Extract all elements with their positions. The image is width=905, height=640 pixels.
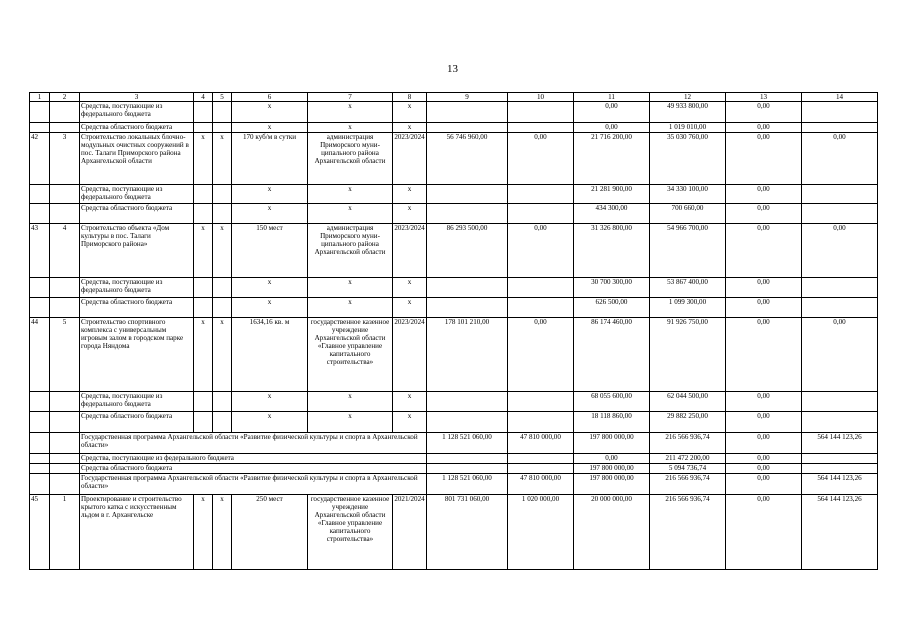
cell: 2023/2024 xyxy=(393,133,427,185)
col-header: 8 xyxy=(393,93,427,102)
col-header: 1 xyxy=(30,93,50,102)
row-name: Государственная программа Архангельской области «Развитие физической культуры и спорта в Архангельской области» xyxy=(80,474,427,495)
row-name: Средства, поступающие из федерального бюджета xyxy=(80,454,427,464)
table-row xyxy=(30,204,878,224)
cell: х xyxy=(308,278,393,298)
row-subnumber: 4 xyxy=(50,224,80,278)
investment-table xyxy=(29,92,878,570)
row-name: Средства областного бюджета xyxy=(80,123,194,133)
cell: 20 000 000,00 xyxy=(574,495,650,570)
row-name: Средства, поступающие из федерального бюджета xyxy=(80,102,194,123)
cell: 62 044 500,00 xyxy=(650,392,726,412)
cell: 21 716 200,00 xyxy=(574,133,650,185)
cell: х xyxy=(213,318,232,392)
col-header: 9 xyxy=(427,93,508,102)
cell: х xyxy=(194,318,213,392)
cell: 0,00 xyxy=(726,185,802,204)
cell: 56 746 960,00 xyxy=(427,133,508,185)
table-row xyxy=(30,474,878,495)
cell: 2021/2024 xyxy=(393,495,427,570)
cell: 1 099 300,00 xyxy=(650,298,726,318)
table-row xyxy=(30,464,878,474)
cell: государственное казенное учреждение Архангельской области «Главное управление капитального строительства» xyxy=(308,495,393,570)
cell: х xyxy=(213,495,232,570)
cell: 21 281 900,00 xyxy=(574,185,650,204)
cell: 86 174 460,00 xyxy=(574,318,650,392)
cell: х xyxy=(393,123,427,133)
cell: 801 731 060,00 xyxy=(427,495,508,570)
cell: 0,00 xyxy=(574,102,650,123)
cell: 0,00 xyxy=(508,318,574,392)
cell: 30 700 300,00 xyxy=(574,278,650,298)
row-number: 43 xyxy=(30,224,50,278)
cell: х xyxy=(232,185,308,204)
cell: 5 094 736,74 xyxy=(650,464,726,474)
row-name: Средства, поступающие из федерального бюджета xyxy=(80,392,194,412)
table-row xyxy=(30,278,878,298)
cell: х xyxy=(308,102,393,123)
cell: х xyxy=(213,133,232,185)
table-row xyxy=(30,433,878,454)
col-header: 4 xyxy=(194,93,213,102)
cell: 700 660,00 xyxy=(650,204,726,224)
col-header: 10 xyxy=(508,93,574,102)
cell: х xyxy=(232,412,308,433)
cell: 0,00 xyxy=(574,123,650,133)
table-row xyxy=(30,318,878,392)
row-name: Государственная программа Архангельской области «Развитие физической культуры и спорта в Архангельской области» xyxy=(80,433,427,454)
col-header: 3 xyxy=(80,93,194,102)
cell: 0,00 xyxy=(726,392,802,412)
cell: х xyxy=(308,298,393,318)
column-number-row xyxy=(30,93,878,102)
col-header: 11 xyxy=(574,93,650,102)
row-name: Средства областного бюджета xyxy=(80,204,194,224)
cell: государственное казенное учреждение Архангельской области «Главное управление капитального строительства» xyxy=(308,318,393,392)
cell: х xyxy=(308,392,393,412)
cell: 0,00 xyxy=(726,204,802,224)
cell: х xyxy=(194,224,213,278)
cell: 0,00 xyxy=(508,133,574,185)
cell: 564 144 123,26 xyxy=(802,495,878,570)
table-row xyxy=(30,454,878,464)
cell: 34 330 100,00 xyxy=(650,185,726,204)
cell: 0,00 xyxy=(802,318,878,392)
col-header: 2 xyxy=(50,93,80,102)
cell: 197 800 000,00 xyxy=(574,464,650,474)
cell: 1 019 010,00 xyxy=(650,123,726,133)
cell: х xyxy=(232,392,308,412)
cell: 29 882 250,00 xyxy=(650,412,726,433)
cell: х xyxy=(308,185,393,204)
cell: 47 810 000,00 xyxy=(508,474,574,495)
cell: 1 128 521 060,00 xyxy=(427,474,508,495)
cell: 91 926 750,00 xyxy=(650,318,726,392)
cell: х xyxy=(308,123,393,133)
cell: 35 030 760,00 xyxy=(650,133,726,185)
cell: х xyxy=(194,133,213,185)
col-header: 5 xyxy=(213,93,232,102)
cell: х xyxy=(393,298,427,318)
cell: 54 966 700,00 xyxy=(650,224,726,278)
cell: х xyxy=(232,102,308,123)
col-header: 7 xyxy=(308,93,393,102)
cell: администрация Приморского муни-ципального района Архангельской области xyxy=(308,133,393,185)
cell: 31 326 800,00 xyxy=(574,224,650,278)
cell: х xyxy=(308,204,393,224)
cell: 216 566 936,74 xyxy=(650,474,726,495)
cell: х xyxy=(393,412,427,433)
row-name: Средства, поступающие из федерального бюджета xyxy=(80,185,194,204)
cell: 0,00 xyxy=(726,454,802,464)
cell: 53 867 400,00 xyxy=(650,278,726,298)
cell: х xyxy=(393,204,427,224)
cell: 0,00 xyxy=(726,224,802,278)
cell: 0,00 xyxy=(726,412,802,433)
cell: 1 128 521 060,00 xyxy=(427,433,508,454)
cell: х xyxy=(232,204,308,224)
table-row xyxy=(30,133,878,185)
cell: х xyxy=(194,495,213,570)
cell: 216 566 936,74 xyxy=(650,433,726,454)
row-name: Средства областного бюджета xyxy=(80,412,194,433)
row-name: Строительство локальных блочно-модульных очистных сооружений в пос. Талаги Приморского района Архангельской области xyxy=(80,133,194,185)
cell: 2023/2024 xyxy=(393,224,427,278)
cell: 0,00 xyxy=(726,495,802,570)
col-header: 6 xyxy=(232,93,308,102)
table-row xyxy=(30,298,878,318)
col-header: 13 xyxy=(726,93,802,102)
row-name: Строительство объекта «Дом культуры в пос. Талаги Приморского района» xyxy=(80,224,194,278)
cell: администрация Приморского муни-ципального района Архангельской области xyxy=(308,224,393,278)
cell: 49 933 800,00 xyxy=(650,102,726,123)
cell: 0,00 xyxy=(802,133,878,185)
cell: 1 020 000,00 xyxy=(508,495,574,570)
cell: 0,00 xyxy=(726,133,802,185)
cell: 1634,16 кв. м xyxy=(232,318,308,392)
row-number: 42 xyxy=(30,133,50,185)
row-number: 45 xyxy=(30,495,50,570)
cell: 178 101 210,00 xyxy=(427,318,508,392)
cell: х xyxy=(232,278,308,298)
cell: 0,00 xyxy=(574,454,650,464)
cell: 434 300,00 xyxy=(574,204,650,224)
cell: 18 118 860,00 xyxy=(574,412,650,433)
cell: 2023/2024 xyxy=(393,318,427,392)
row-name: Средства областного бюджета xyxy=(80,298,194,318)
table-row xyxy=(30,412,878,433)
table-row xyxy=(30,102,878,123)
cell: 564 144 123,26 xyxy=(802,433,878,454)
table-row xyxy=(30,495,878,570)
cell: 0,00 xyxy=(802,224,878,278)
cell: 250 мест xyxy=(232,495,308,570)
cell: х xyxy=(393,392,427,412)
table-row xyxy=(30,185,878,204)
cell: 211 472 200,00 xyxy=(650,454,726,464)
cell: 0,00 xyxy=(726,464,802,474)
col-header: 12 xyxy=(650,93,726,102)
cell: 626 500,00 xyxy=(574,298,650,318)
cell: х xyxy=(393,185,427,204)
table-row xyxy=(30,123,878,133)
page-number: 13 xyxy=(447,63,458,75)
row-subnumber: 1 xyxy=(50,495,80,570)
cell: х xyxy=(308,412,393,433)
cell: 0,00 xyxy=(726,474,802,495)
cell: 197 800 000,00 xyxy=(574,474,650,495)
cell: 68 055 600,00 xyxy=(574,392,650,412)
cell: х xyxy=(232,123,308,133)
cell: х xyxy=(232,298,308,318)
cell: 170 куб/м в сутки xyxy=(232,133,308,185)
cell: 86 293 500,00 xyxy=(427,224,508,278)
cell: 0,00 xyxy=(726,123,802,133)
row-subnumber: 5 xyxy=(50,318,80,392)
row-name: Строительство спортивного комплекса с универсальным игровым залом в городском парке города Няндома xyxy=(80,318,194,392)
col-header: 14 xyxy=(802,93,878,102)
cell: 0,00 xyxy=(726,278,802,298)
cell: 564 144 123,26 xyxy=(802,474,878,495)
cell: 47 810 000,00 xyxy=(508,433,574,454)
table-row xyxy=(30,392,878,412)
cell: 0,00 xyxy=(726,318,802,392)
cell: 0,00 xyxy=(726,298,802,318)
cell: 0,00 xyxy=(726,102,802,123)
cell: х xyxy=(213,224,232,278)
row-name: Проектирование и строительство крытого катка с искусственным льдом в г. Архангельске xyxy=(80,495,194,570)
cell: 0,00 xyxy=(726,433,802,454)
table-row xyxy=(30,224,878,278)
cell: 150 мест xyxy=(232,224,308,278)
row-subnumber: 3 xyxy=(50,133,80,185)
row-number: 44 xyxy=(30,318,50,392)
cell: х xyxy=(393,102,427,123)
cell: 197 800 000,00 xyxy=(574,433,650,454)
cell: 0,00 xyxy=(508,224,574,278)
row-name: Средства областного бюджета xyxy=(80,464,427,474)
cell: 216 566 936,74 xyxy=(650,495,726,570)
row-name: Средства, поступающие из федерального бюджета xyxy=(80,278,194,298)
cell: х xyxy=(393,278,427,298)
